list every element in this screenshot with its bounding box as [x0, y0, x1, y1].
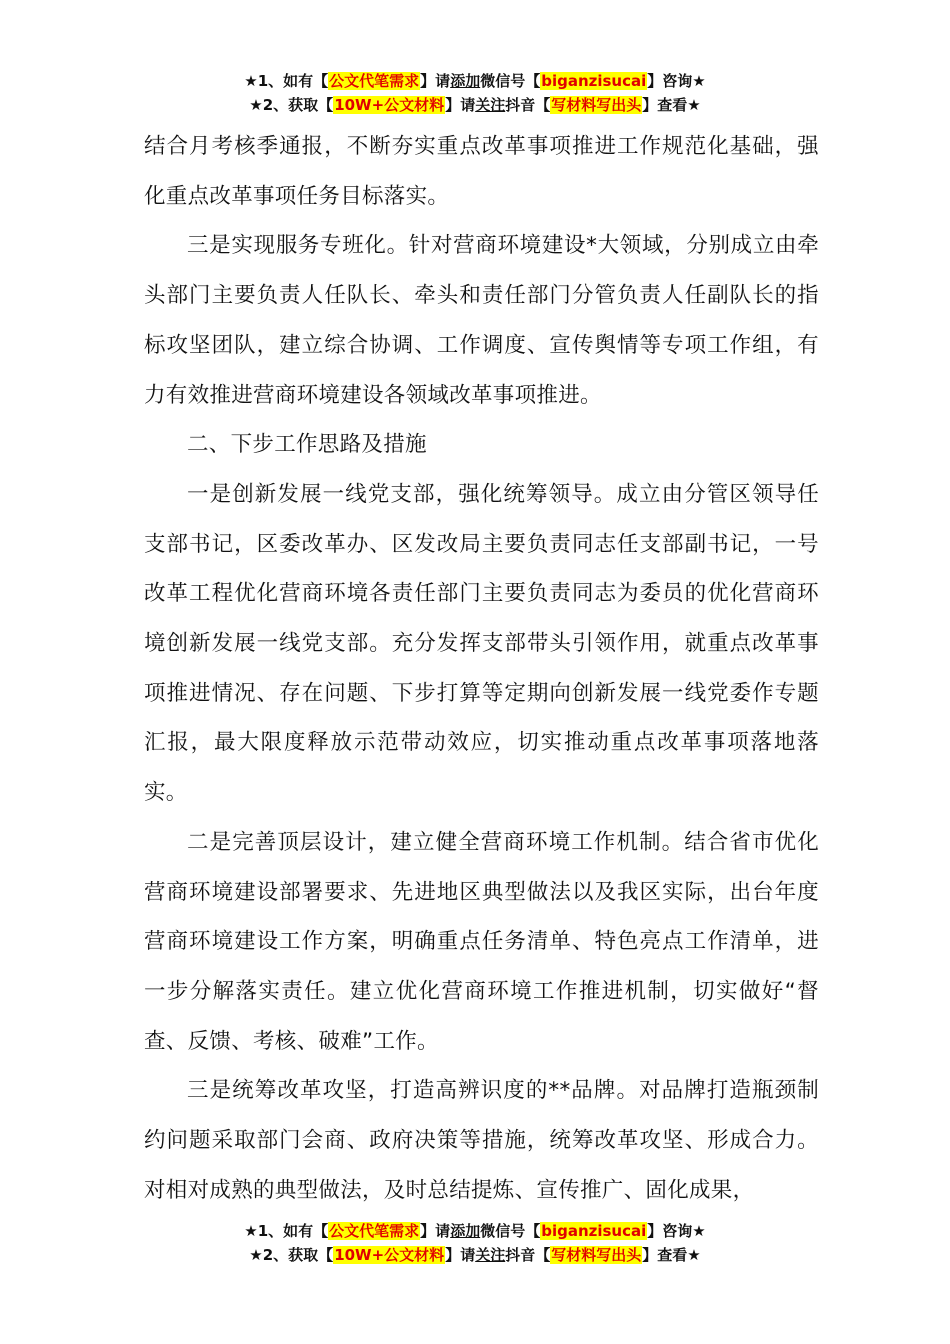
banner-highlight: 10W+公文材料: [334, 96, 445, 114]
paragraph: 三是统筹改革攻坚，打造高辨识度的**品牌。对品牌打造瓶颈制约问题采取部门会商、政府决策等措施，统筹改革攻坚、形成合力。对相对成熟的典型做法，及时总结提炼、宣传推广、固化成果，: [144, 1078, 819, 1203]
banner-highlight: 写材料写出头: [551, 1246, 642, 1264]
banner-highlight: biganzisucai: [541, 72, 647, 90]
paragraph: 三是实现服务专班化。针对营商环境建设*大领域，分别成立由牵头部门主要负责人任队长、牵头和责任部门分管负责人任副队长的指标攻坚团队，建立综合协调、工作调度、宣传舆情等专项工作组，有力有效推进营商环境建设各领域改革事项推进。: [144, 233, 819, 408]
paragraph: 二是完善顶层设计，建立健全营商环境工作机制。结合省市优化营商环境建设部署要求、先进地区典型做法以及我区实际，出台年度营商环境建设工作方案，明确重点任务清单、特色亮点工作清单，进一步分解落实责任。建立优化营商环境工作推进机制，切实做好“督查、反馈、考核、破难”工作。: [144, 829, 819, 1054]
banner-text: 微信号【: [480, 72, 541, 90]
footer-banner: [0, 1219, 950, 1267]
banner-text: 】请: [420, 72, 451, 90]
banner-text: 】咨询★: [647, 72, 706, 90]
banner-text: 】查看★: [642, 96, 701, 114]
banner-emphasis: 关注: [475, 1246, 506, 1264]
banner-text: 】咨询★: [647, 1222, 706, 1240]
banner-highlight: biganzisucai: [541, 1222, 647, 1240]
banner-text: ★1、如有【: [244, 72, 329, 90]
banner-emphasis: 添加: [450, 72, 481, 90]
banner-text: ★2、获取【: [249, 1246, 334, 1264]
banner-text: 抖音【: [505, 96, 551, 114]
header-banner: [0, 69, 950, 117]
banner-emphasis: 添加: [450, 1222, 481, 1240]
banner-emphasis: 关注: [475, 96, 506, 114]
banner-highlight: 公文代笔需求: [329, 72, 420, 90]
banner-text: 】请: [445, 1246, 476, 1264]
banner-text: ★1、如有【: [244, 1222, 329, 1240]
banner-text: 】请: [420, 1222, 451, 1240]
banner-text: 】查看★: [642, 1246, 701, 1264]
banner-highlight: 公文代笔需求: [329, 1222, 420, 1240]
banner-line-1: [0, 1219, 950, 1243]
paragraph: 一是创新发展一线党支部，强化统筹领导。成立由分管区领导任支部书记，区委改革办、区发改局主要负责同志任支部副书记，一号改革工程优化营商环境各责任部门主要负责同志为委员的优化营商环境创新发展一线党支部。充分发挥支部带头引领作用，就重点改革事项推进情况、存在问题、下步打算等定期向创新发展一线党委作专题汇报，最大限度释放示范带动效应，切实推动重点改革事项落地落实。: [144, 481, 819, 806]
banner-line-2: [0, 93, 950, 117]
banner-line-2: [0, 1243, 950, 1267]
banner-text: 微信号【: [480, 1222, 541, 1240]
section-heading: 二、下步工作思路及措施: [187, 432, 427, 458]
banner-text: 】请: [445, 96, 476, 114]
document-body: [144, 122, 819, 1215]
banner-line-1: [0, 69, 950, 93]
paragraph: 结合月考核季通报，不断夯实重点改革事项推进工作规范化基础，强化重点改革事项任务目标落实。: [144, 134, 819, 209]
banner-highlight: 写材料写出头: [551, 96, 642, 114]
banner-highlight: 10W+公文材料: [334, 1246, 445, 1264]
banner-text: ★2、获取【: [249, 96, 334, 114]
banner-text: 抖音【: [505, 1246, 551, 1264]
